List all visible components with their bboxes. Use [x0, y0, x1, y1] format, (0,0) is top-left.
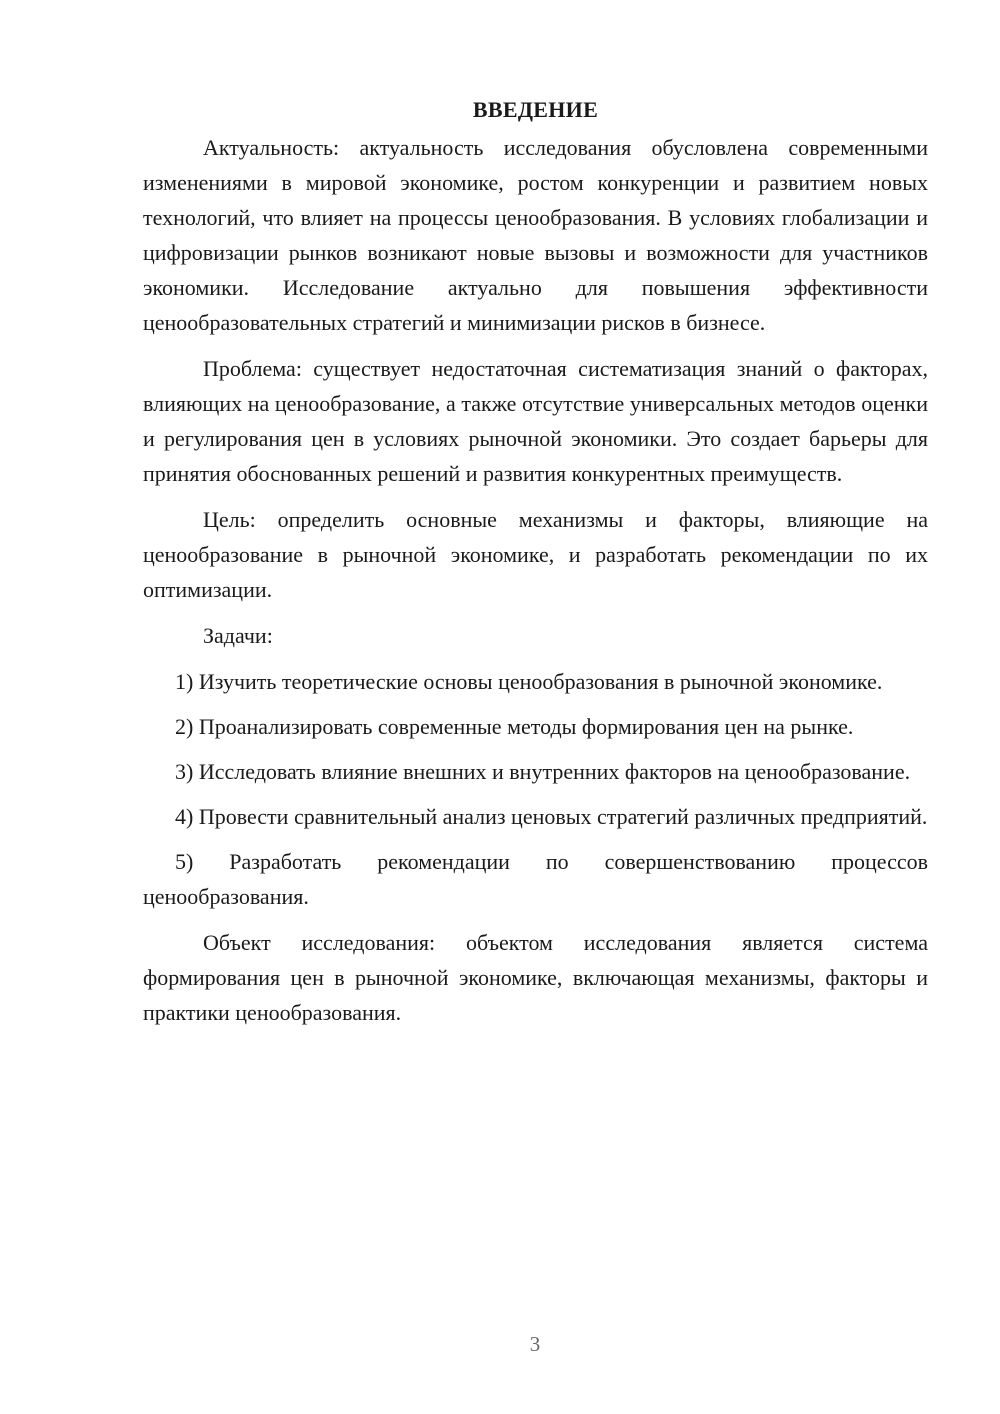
- document-page: [143, 92, 928, 1030]
- problem-paragraph: Проблема: существует недостаточная систематизация знаний о факторах, влияющих на ценообразование, а также отсутствие универсальных методов оценки и регулирования цен в условиях рыночной экономики. Это создает барьеры для принятия обоснованных решений и развития конкурентных преимуществ.: [143, 356, 928, 486]
- relevance-paragraph: Актуальность: актуальность исследования обусловлена современными изменениями в мировой экономике, ростом конкуренции и развитием новых технологий, что влияет на процессы ценообразования. В условиях глобализации и цифровизации рынков возникают новые вызовы и возможности для участников экономики. Исследование актуально для повышения эффективности ценообразовательных стратегий и минимизации рисков в бизнесе.: [143, 135, 928, 335]
- tasks-list: [143, 664, 928, 914]
- task-item: 2) Проанализировать современные методы формирования цен на рынке.: [175, 714, 854, 739]
- task-item: 3) Исследовать влияние внешних и внутренних факторов на ценообразование.: [175, 759, 911, 784]
- goal-paragraph: Цель: определить основные механизмы и факторы, влияющие на ценообразование в рыночной экономике, и разработать рекомендации по их оптимизации.: [143, 507, 928, 602]
- task-item: 4) Провести сравнительный анализ ценовых стратегий различных предприятий.: [175, 804, 928, 829]
- tasks-label: Задачи:: [203, 623, 273, 648]
- section-heading: ВВЕДЕНИЕ: [472, 97, 599, 122]
- page-number: 3: [529, 1332, 541, 1356]
- task-item: 5) Разработать рекомендации по совершенствованию процессов ценообразования.: [143, 849, 928, 909]
- object-paragraph: Объект исследования: объектом исследования является система формирования цен в рыночной экономике, включающая механизмы, факторы и практики ценообразования.: [143, 930, 928, 1025]
- task-item: 1) Изучить теоретические основы ценообразования в рыночной экономике.: [175, 669, 883, 694]
